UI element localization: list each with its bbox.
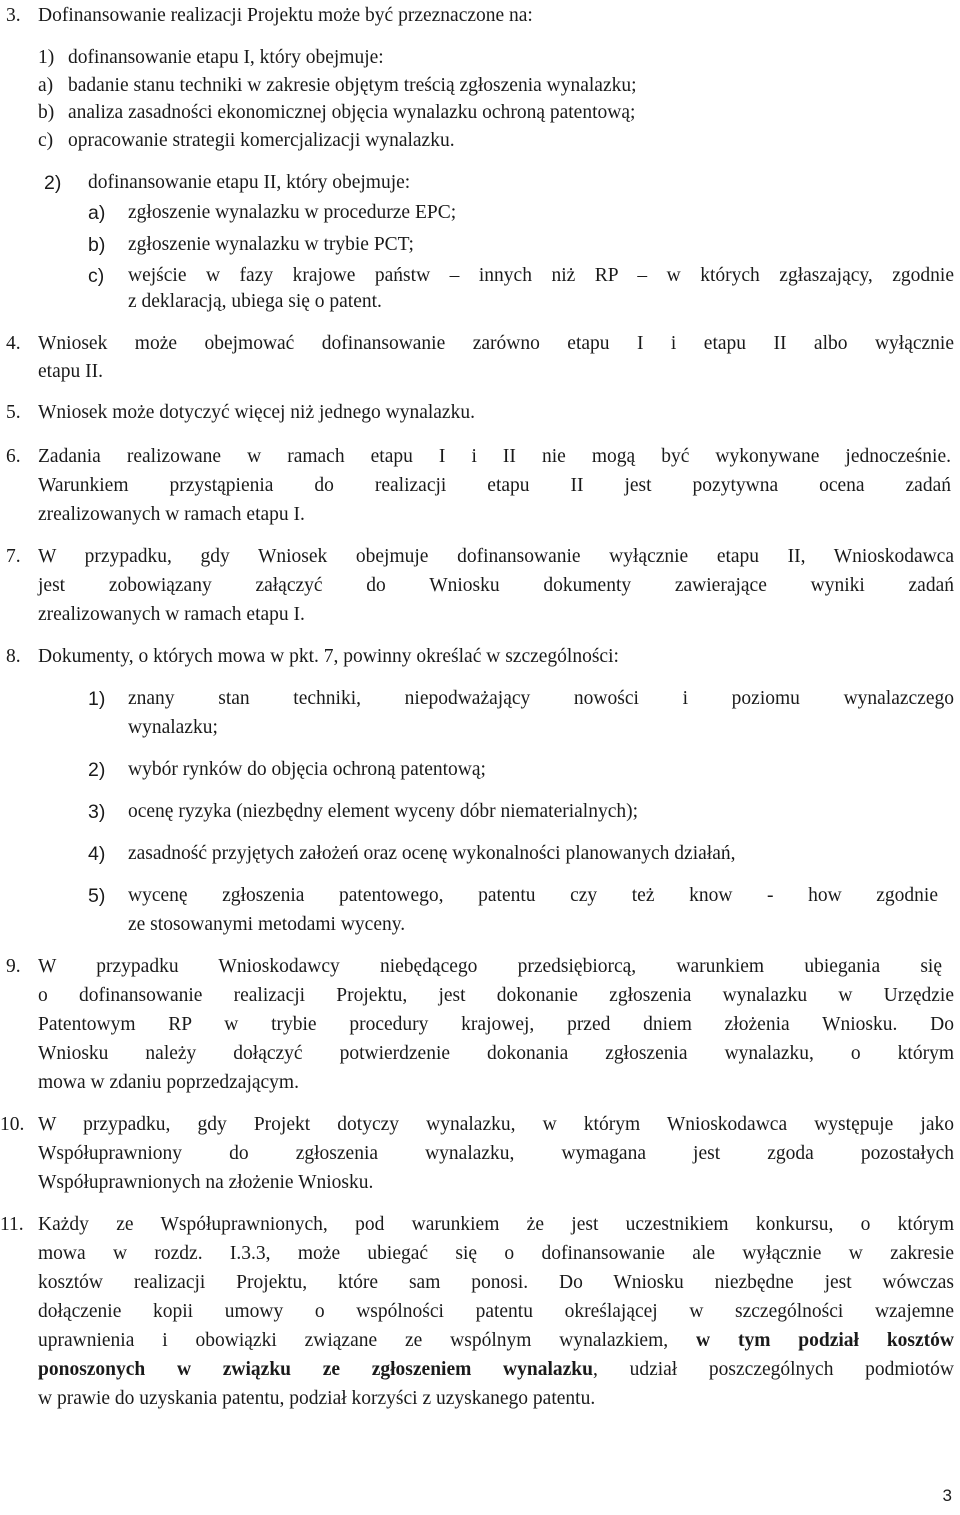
item-6-line2: Warunkiem przystąpienia do realizacji etapu II jest pozytywna ocena zadań (38, 475, 951, 496)
item-8-2-number: 2) (88, 759, 106, 781)
item-3-2-number: 2) (44, 172, 62, 194)
item-11-line6-plain: , udział poszczególnych podmiotów (593, 1359, 954, 1380)
item-8-5-number: 5) (88, 885, 106, 907)
item-8-1-line2: wynalazku; (128, 717, 218, 738)
page-number: 3 (942, 1486, 952, 1505)
item-11-line5 (38, 1329, 954, 1353)
item-9-line5: mowa w zdaniu poprzedzającym. (38, 1072, 299, 1093)
item-3-text: Dofinansowanie realizacji Projektu może być przeznaczone na: (38, 5, 533, 26)
item-9-line2: o dofinansowanie realizacji Projektu, jest dokonanie zgłoszenia wynalazku w Urzędzie (38, 985, 954, 1006)
item-7-line3: zrealizowanych w ramach etapu I. (38, 604, 305, 625)
item-8-3-number: 3) (88, 801, 106, 823)
item-3-2c-line1: wejście w fazy krajowe państw – innych niż RP – w których zgłaszający, zgodnie (128, 265, 954, 286)
item-3-1b-number: b) (38, 102, 55, 123)
item-8-3-text: ocenę ryzyka (niezbędny element wyceny dóbr niematerialnych); (128, 801, 639, 822)
item-11-line3: kosztów realizacji Projektu, które sam ponosi. Do Wniosku niezbędne jest wówczas (38, 1272, 954, 1293)
item-3-1a-number: a) (38, 75, 54, 96)
item-6-number: 6. (6, 446, 21, 467)
item-7-number: 7. (6, 546, 21, 567)
item-3-2b-text: zgłoszenie wynalazku w trybie PCT; (128, 234, 414, 255)
item-3-1-text: dofinansowanie etapu I, który obejmuje: (68, 47, 384, 68)
item-8-4-text: zasadność przyjętych założeń oraz ocenę wykonalności planowanych działań, (128, 843, 736, 864)
item-3-1a-text: badanie stanu techniki w zakresie objętym treścią zgłoszenia wynalazku; (68, 75, 637, 96)
item-7-line1: W przypadku, gdy Wniosek obejmuje dofinansowanie wyłącznie etapu II, Wnioskodawca (38, 546, 954, 567)
item-9-line1: W przypadku Wnioskodawcy niebędącego przedsiębiorcą, warunkiem ubiegania się (38, 956, 942, 977)
item-11-line2: mowa w rozdz. I.3.3, może ubiegać się o dofinansowanie ale wyłącznie w zakresie (38, 1243, 954, 1264)
item-10-line1: W przypadku, gdy Projekt dotyczy wynalazku, w którym Wnioskodawca występuje jako (38, 1114, 954, 1135)
item-11-line7: w prawie do uzyskania patentu, podział korzyści z uzyskanego patentu. (38, 1388, 596, 1409)
item-8-5-line1: wycenę zgłoszenia patentowego, patentu czy też know - how zgodnie (128, 885, 938, 906)
item-11-line6 (38, 1358, 954, 1382)
item-3-2a-number: a) (88, 202, 106, 224)
item-4-line1: Wniosek może obejmować dofinansowanie zarówno etapu I i etapu II albo wyłącznie (38, 333, 954, 354)
item-3-2b-number: b) (88, 234, 106, 256)
item-8-line1: Dokumenty, o których mowa w pkt. 7, powinny określać w szczególności: (38, 646, 619, 667)
item-11-line6-bold: ponoszonych w związku ze zgłoszeniem wynalazku (38, 1359, 593, 1380)
item-8-1-number: 1) (88, 688, 106, 710)
item-8-4-number: 4) (88, 843, 106, 865)
item-4-line2: etapu II. (38, 361, 103, 382)
item-10-line2: Współuprawniony do zgłoszenia wynalazku, wymagana jest zgoda pozostałych (38, 1143, 954, 1164)
item-3-1c-number: c) (38, 130, 54, 151)
item-8-1-line1: znany stan techniki, niepodważający nowości i poziomu wynalazczego (128, 688, 954, 709)
item-8-5-line2: ze stosowanymi metodami wyceny. (128, 914, 406, 935)
item-3-2c-line2: z deklaracją, ubiega się o patent. (128, 291, 382, 312)
item-6-line3: zrealizowanych w ramach etapu I. (38, 504, 305, 525)
item-9-number: 9. (6, 956, 21, 977)
item-9-line3: Patentowym RP w trybie procedury krajowej, przed dniem złożenia Wniosku. Do (38, 1014, 954, 1035)
item-7-line2: jest zobowiązany załączyć do Wniosku dokumenty zawierające wyniki zadań (38, 575, 954, 596)
item-3-2c-number: c) (88, 265, 105, 287)
item-9-line4: Wniosku należy dołączyć potwierdzenie dokonania zgłoszenia wynalazku, o którym (38, 1043, 954, 1064)
item-5-number: 5. (6, 402, 21, 423)
item-3-2a-text: zgłoszenie wynalazku w procedurze EPC; (128, 202, 457, 223)
item-8-number: 8. (6, 646, 21, 667)
item-3-number: 3. (6, 5, 21, 26)
item-6-line1: Zadania realizowane w ramach etapu I i II nie mogą być wykonywane jednocześnie. (38, 446, 951, 467)
item-10-line3: Współuprawnionych na złożenie Wniosku. (38, 1172, 374, 1193)
item-11-line5-plain: uprawnienia i obowiązki związane ze wspólnym wynalazkiem, (38, 1330, 669, 1351)
item-3-2-text: dofinansowanie etapu II, który obejmuje: (88, 172, 411, 193)
item-11-line5-bold: w tym podział kosztów (696, 1330, 955, 1351)
item-4-number: 4. (6, 333, 21, 354)
item-8-2-text: wybór rynków do objęcia ochroną patentową; (128, 759, 486, 780)
item-11-line1: Każdy ze Współuprawnionych, pod warunkiem że jest uczestnikiem konkursu, o którym (38, 1214, 954, 1235)
item-3-1c-text: opracowanie strategii komercjalizacji wynalazku. (68, 130, 455, 151)
item-3-1b-text: analiza zasadności ekonomicznej objęcia wynalazku ochroną patentową; (68, 102, 636, 123)
item-11-line4: dołączenie kopii umowy o wspólności patentu określającej w szczególności wzajemne (38, 1301, 954, 1322)
item-3-1-number: 1) (38, 47, 55, 68)
item-11-number: 11. (0, 1214, 24, 1235)
item-10-number: 10. (0, 1114, 25, 1135)
item-5-line1: Wniosek może dotyczyć więcej niż jednego wynalazku. (38, 402, 475, 423)
